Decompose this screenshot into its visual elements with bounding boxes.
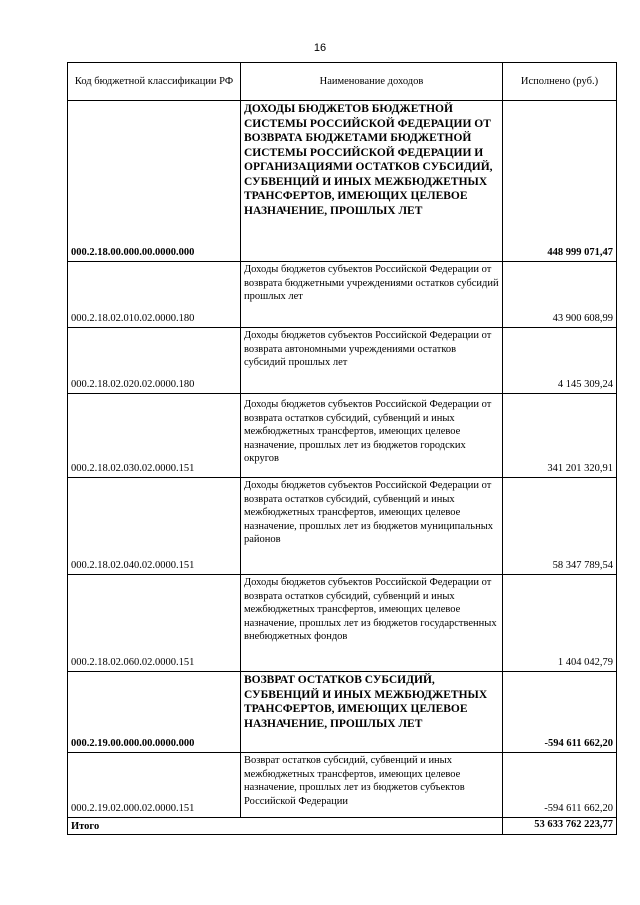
table-row xyxy=(68,575,617,672)
row-code: 000.2.18.02.060.02.0000.151 xyxy=(68,575,241,672)
table-row xyxy=(68,672,617,753)
income-table xyxy=(67,62,617,835)
row-amount: 1 404 042,79 xyxy=(503,575,617,672)
row-amount: 43 900 608,99 xyxy=(503,262,617,328)
header-name: Наименование доходов xyxy=(241,63,503,101)
row-name: Доходы бюджетов субъектов Российской Федерации от возврата остатков субсидий, субвенций и иных межбюджетных трансфертов, имеющих целевое назначение, прошлых лет из бюджетов городских округов xyxy=(241,394,503,478)
row-amount: -594 611 662,20 xyxy=(503,672,617,753)
row-name: Доходы бюджетов субъектов Российской Федерации от возврата остатков субсидий, субвенций и иных межбюджетных трансфертов, имеющих целевое назначение, прошлых лет из бюджетов государственных внебюджетных фондов xyxy=(241,575,503,672)
row-name: Доходы бюджетов субъектов Российской Федерации от возврата бюджетными учреждениями остатков субсидий прошлых лет xyxy=(241,262,503,328)
total-amount: 53 633 762 223,77 xyxy=(503,818,617,835)
row-name: Доходы бюджетов субъектов Российской Федерации от возврата остатков субсидий, субвенций и иных межбюджетных трансфертов, имеющих целевое назначение, прошлых лет из бюджетов муниципальных районов xyxy=(241,478,503,575)
page-number: 16 xyxy=(313,42,327,54)
total-row xyxy=(68,818,617,835)
row-name: Возврат остатков субсидий, субвенций и иных межбюджетных трансфертов, имеющих целевое назначение, прошлых лет из бюджетов субъектов Российской Федерации xyxy=(241,753,503,818)
table-row xyxy=(68,753,617,818)
header-amount: Исполнено (руб.) xyxy=(503,63,617,101)
row-code: 000.2.18.00.000.00.0000.000 xyxy=(68,101,241,262)
row-amount: 341 201 320,91 xyxy=(503,394,617,478)
row-name: ВОЗВРАТ ОСТАТКОВ СУБСИДИЙ, СУБВЕНЦИЙ И ИНЫХ МЕЖБЮДЖЕТНЫХ ТРАНСФЕРТОВ, ИМЕЮЩИХ ЦЕЛЕВОЕ НАЗНАЧЕНИЕ, ПРОШЛЫХ ЛЕТ xyxy=(241,672,503,753)
row-name: Доходы бюджетов субъектов Российской Федерации от возврата автономными учреждениями остатков субсидий прошлых лет xyxy=(241,328,503,394)
table-row xyxy=(68,262,617,328)
row-code: 000.2.18.02.020.02.0000.180 xyxy=(68,328,241,394)
header-code: Код бюджетной классификации РФ xyxy=(68,63,241,101)
table-row xyxy=(68,394,617,478)
row-amount: 58 347 789,54 xyxy=(503,478,617,575)
row-amount: -594 611 662,20 xyxy=(503,753,617,818)
table-row xyxy=(68,478,617,575)
row-code: 000.2.19.00.000.00.0000.000 xyxy=(68,672,241,753)
total-label: Итого xyxy=(68,818,503,835)
row-name: ДОХОДЫ БЮДЖЕТОВ БЮДЖЕТНОЙ СИСТЕМЫ РОССИЙСКОЙ ФЕДЕРАЦИИ ОТ ВОЗВРАТА БЮДЖЕТАМИ БЮДЖЕТНОЙ СИСТЕМЫ РОССИЙСКОЙ ФЕДЕРАЦИИ И ОРГАНИЗАЦИЯМИ ОСТАТКОВ СУБСИДИЙ, СУБВЕНЦИЙ И ИНЫХ МЕЖБЮДЖЕТНЫХ ТРАНСФЕРТОВ, ИМЕЮЩИХ ЦЕЛЕВОЕ НАЗНАЧЕНИЕ, ПРОШЛЫХ ЛЕТ xyxy=(241,101,503,262)
table-header-row xyxy=(68,63,617,101)
table-row xyxy=(68,328,617,394)
row-code: 000.2.19.02.000.02.0000.151 xyxy=(68,753,241,818)
row-code: 000.2.18.02.040.02.0000.151 xyxy=(68,478,241,575)
row-code: 000.2.18.02.030.02.0000.151 xyxy=(68,394,241,478)
row-code: 000.2.18.02.010.02.0000.180 xyxy=(68,262,241,328)
row-amount: 448 999 071,47 xyxy=(503,101,617,262)
row-amount: 4 145 309,24 xyxy=(503,328,617,394)
table-row xyxy=(68,101,617,262)
